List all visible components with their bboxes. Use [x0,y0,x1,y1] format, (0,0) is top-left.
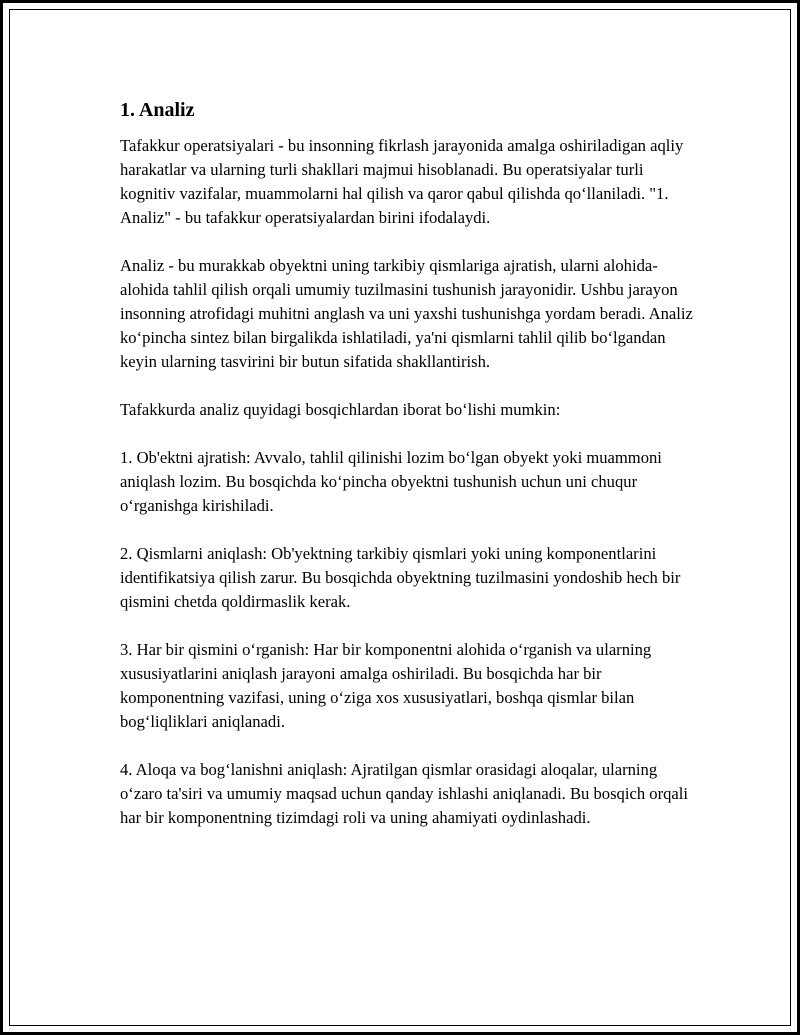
paragraph-stages-intro: Tafakkurda analiz quyidagi bosqichlardan iborat bo‘lishi mumkin: [120,400,561,419]
paragraph-intro: Tafakkur operatsiyalari - bu insonning fikrlash jarayonida amalga oshiriladigan aqliy harakatlar va ularning turli shakllari majmui hisoblanadi. Bu operatsiyalar turli kognitiv vazifalar, muammolarni hal qilish va qaror qabul qilishda qo‘llaniladi. "1. Analiz" - bu tafakkur operatsiyalardan birini ifodalaydi. [120,136,684,227]
document-body [120,98,700,830]
paragraph-stage-3: 3. Har bir qismini o‘rganish: Har bir komponentni alohida o‘rganish va ularning xususiyatlarini aniqlash jarayoni amalga oshiriladi. Bu bosqichda har bir komponentning vazifasi, uning o‘ziga xos xususiyatlari, boshqa qismlar bilan bog‘liqliklari aniqlanadi. [120,640,652,731]
paragraph-analysis-definition: Analiz - bu murakkab obyektni uning tarkibiy qismlariga ajratish, ularni alohida-alohida tahlil qilish orqali umumiy tuzilmasini tushunish jarayonidir. Ushbu jarayon insonning atrofidagi muhitni anglash va uni yaxshi tushunishga yordam beradi. Analiz ko‘pincha sintez bilan birgalikda ishlatiladi, ya'ni qismlarni tahlil qilib bo‘lgandan keyin ularning tasvirini bir butun sifatida shakllantirish. [120,256,693,371]
paragraph-stage-1: 1. Ob'ektni ajratish: Avvalo, tahlil qilinishi lozim bo‘lgan obyekt yoki muammoni aniqlash lozim. Bu bosqichda ko‘pincha obyektni tushunish uchun uni chuqur o‘rganishga kirishiladi. [120,448,662,515]
paragraph-stage-2: 2. Qismlarni aniqlash: Ob'yektning tarkibiy qismlari yoki uning komponentlarini identifikatsiya qilish zarur. Bu bosqichda obyektning tuzilmasini yondoshib hech bir qismini chetda qoldirmaslik kerak. [120,544,681,611]
section-heading: 1. Analiz [120,99,195,121]
paragraph-stage-4: 4. Aloqa va bog‘lanishni aniqlash: Ajratilgan qismlar orasidagi aloqalar, ularning o‘zaro ta'siri va umumiy maqsad uchun qanday ishlashi aniqlanadi. Bu bosqich orqali har bir komponentning tizimdagi roli va uning ahamiyati oydinlashadi. [120,760,688,827]
